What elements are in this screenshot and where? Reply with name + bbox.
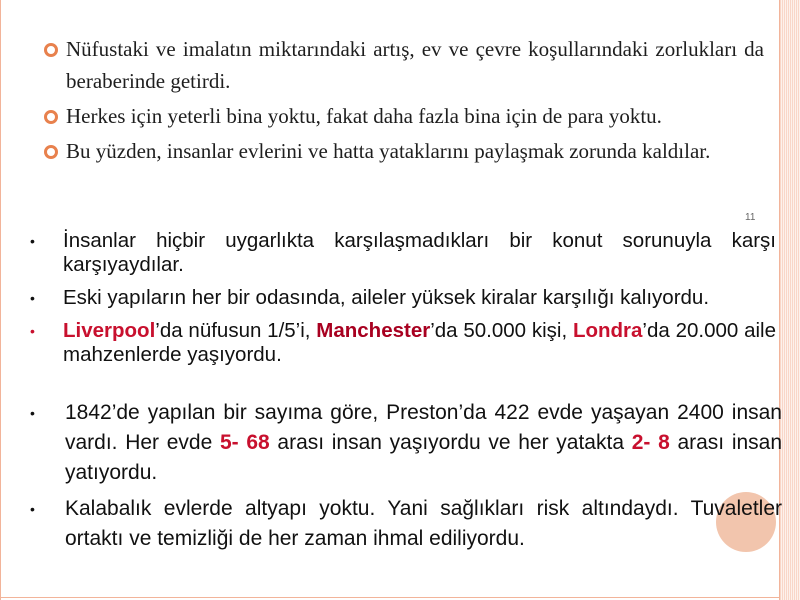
top-text-block — [44, 33, 764, 167]
top-bullet — [44, 33, 764, 97]
city-liverpool: Liverpool — [63, 319, 156, 342]
list-item — [30, 286, 776, 310]
top-bullet-text: Bu yüzden, insanlar evlerini ve hatta yataklarını paylaşmak zorunda kaldılar. — [66, 139, 711, 163]
frame-line-bottom — [0, 597, 780, 598]
slide-number: 11 — [745, 212, 756, 223]
bullet-ring-icon — [44, 145, 58, 159]
bullet-ring-icon — [44, 110, 58, 124]
list-item-text: arası insan yaşıyordu ve her yatakta — [269, 431, 632, 454]
overlay-list-b — [30, 398, 782, 560]
bullet-dot-icon: • — [30, 405, 35, 421]
bullet-dot-icon: • — [30, 323, 35, 339]
list-item — [30, 319, 776, 367]
overlay-list-a — [30, 229, 776, 376]
list-item-text: arası insan yatıyordu. — [65, 431, 783, 484]
top-bullet — [44, 135, 764, 167]
list-item — [30, 229, 776, 277]
range-highlight: 5- 68 — [219, 431, 270, 454]
list-item-text: ’da 20.000 aile mahzenlerde yaşıyordu. — [63, 319, 776, 366]
list-item-text: 1842’de yapılan bir sayıma göre, Preston’da 422 evde yaşayan 2400 insan vardı. Her evde — [65, 401, 782, 454]
bullet-dot-icon: • — [30, 233, 35, 249]
city-manchester: Manchester — [316, 319, 431, 342]
list-item — [30, 398, 782, 488]
list-item-text: ’da 50.000 kişi, — [430, 319, 573, 342]
top-bullet-text: Nüfustaki ve imalatın miktarındaki artış, ev ve çevre koşullarındaki zorlukları da beraberinde getirdi. — [66, 37, 764, 93]
frame-line-left — [0, 0, 1, 600]
top-bullet — [44, 100, 764, 132]
list-item — [30, 494, 782, 554]
range-highlight: 2- 8 — [631, 431, 670, 454]
top-bullet-text: Herkes için yeterli bina yoktu, fakat daha fazla bina için de para yoktu. — [66, 104, 662, 128]
bullet-ring-icon — [44, 43, 58, 57]
bullet-dot-icon: • — [30, 501, 35, 517]
list-item-text: Eski yapıların her bir odasında, aileler yüksek kiralar karşılığı kalıyordu. — [63, 286, 710, 309]
list-item-text: İnsanlar hiçbir uygarlıkta karşılaşmadıkları bir konut sorunuyla karşı karşıyaydılar. — [63, 229, 776, 276]
right-decorative-frame — [779, 0, 800, 600]
list-item-text: Kalabalık evlerde altyapı yoktu. Yani sağlıkları risk altındaydı. Tuvaletler ortaktı ve temizliği de her zaman ihmal ediliyordu. — [65, 497, 782, 550]
list-item-text: ’da nüfusun 1/5’i, — [155, 319, 317, 342]
bullet-dot-icon: • — [30, 290, 35, 306]
city-londra: Londra — [572, 319, 643, 342]
